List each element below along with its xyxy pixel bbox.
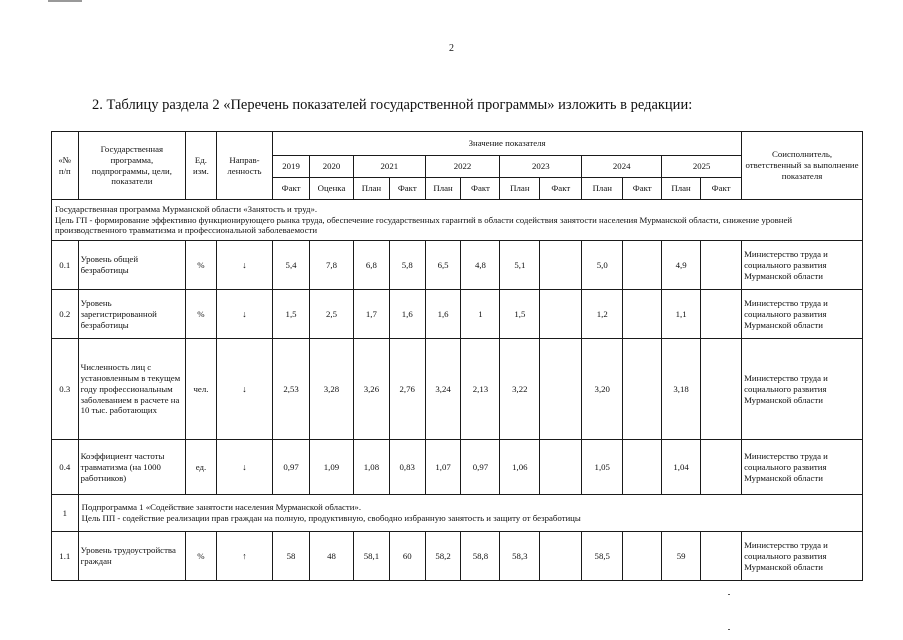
- value-cell: 60: [389, 532, 425, 581]
- indicator-row: [52, 241, 863, 290]
- value-cell: 2,76: [389, 339, 425, 440]
- value-cell: 1,05: [582, 440, 623, 495]
- row-num: 0.1: [52, 241, 79, 290]
- page-number: 2: [449, 43, 454, 54]
- value-cell: [701, 339, 742, 440]
- executor-cell: Министерство труда и социального развития Мурманской области: [742, 339, 863, 440]
- value-cell: [540, 339, 582, 440]
- unit-cell: чел.: [186, 339, 217, 440]
- value-cell: 58,3: [500, 532, 540, 581]
- subcol-header: Факт: [389, 178, 425, 200]
- value-cell: [540, 532, 582, 581]
- program-description: [52, 200, 863, 241]
- header-name: Государственная программа, подпрограммы, цели, показатели: [78, 132, 186, 200]
- arrow-down-icon: ↓: [216, 241, 272, 290]
- row-num: 1.1: [52, 532, 79, 581]
- unit-cell: %: [186, 290, 217, 339]
- value-cell: [540, 290, 582, 339]
- subcol-header: Факт: [461, 178, 500, 200]
- value-cell: 5,0: [582, 241, 623, 290]
- arrow-down-icon: ↓: [216, 290, 272, 339]
- value-cell: [623, 290, 662, 339]
- value-cell: [623, 339, 662, 440]
- value-cell: 58,8: [461, 532, 500, 581]
- value-cell: 5,1: [500, 241, 540, 290]
- value-cell: 58,5: [582, 532, 623, 581]
- subcol-header: Факт: [273, 178, 310, 200]
- subprogram-description: [78, 495, 862, 532]
- executor-cell: Министерство труда и социального развития Мурманской области: [742, 290, 863, 339]
- header-value-group: Значение показателя: [273, 132, 742, 156]
- scan-mark: [48, 0, 82, 2]
- value-cell: 3,22: [500, 339, 540, 440]
- subcol-header: План: [354, 178, 390, 200]
- unit-cell: %: [186, 241, 217, 290]
- subcol-header: Факт: [701, 178, 742, 200]
- value-cell: [623, 440, 662, 495]
- value-cell: 1,1: [662, 290, 701, 339]
- subprogram-line: Цель ПП - содействие реализации прав граждан на полную, продуктивную, свободно избранную занятость и защиту от безработицы: [81, 513, 581, 524]
- header-unit: Ед. изм.: [186, 132, 217, 200]
- value-cell: 3,24: [425, 339, 461, 440]
- value-cell: 3,28: [309, 339, 353, 440]
- value-cell: 0,83: [389, 440, 425, 495]
- value-cell: 1,7: [354, 290, 390, 339]
- value-cell: 58: [273, 532, 310, 581]
- subcol-header: Оценка: [309, 178, 353, 200]
- arrow-down-icon: ↓: [216, 339, 272, 440]
- value-cell: 1,07: [425, 440, 461, 495]
- subprogram-row: [52, 495, 863, 532]
- value-cell: 1: [461, 290, 500, 339]
- value-cell: 58,2: [425, 532, 461, 581]
- value-cell: 1,5: [500, 290, 540, 339]
- value-cell: 6,8: [354, 241, 390, 290]
- value-cell: 1,08: [354, 440, 390, 495]
- row-num: 0.3: [52, 339, 79, 440]
- indicators-table: [51, 131, 863, 581]
- unit-cell: %: [186, 532, 217, 581]
- value-cell: 6,5: [425, 241, 461, 290]
- indicator-name: Коэффициент частоты травматизма (на 1000 работников): [78, 440, 186, 495]
- indicator-row: [52, 440, 863, 495]
- value-cell: 2,5: [309, 290, 353, 339]
- row-num: 0.4: [52, 440, 79, 495]
- arrow-up-icon: ↑: [216, 532, 272, 581]
- indicator-name: Численность лиц с установленным в текущем году профессиональным заболеванием в расчете на 10 тыс. работающих: [78, 339, 186, 440]
- value-cell: [701, 440, 742, 495]
- subcol-header: План: [582, 178, 623, 200]
- value-cell: 58,1: [354, 532, 390, 581]
- value-cell: 4,9: [662, 241, 701, 290]
- header-executor: Соисполнитель, ответственный за выполнение показателя: [742, 132, 863, 200]
- header-num: «№ п/п: [52, 132, 79, 200]
- year-header: 2023: [500, 156, 582, 178]
- indicator-name: Уровень общей безработицы: [78, 241, 186, 290]
- value-cell: 5,4: [273, 241, 310, 290]
- arrow-down-icon: ↓: [216, 440, 272, 495]
- value-cell: 1,6: [425, 290, 461, 339]
- indicator-row: [52, 532, 863, 581]
- value-cell: 1,6: [389, 290, 425, 339]
- value-cell: [540, 440, 582, 495]
- year-header: 2020: [309, 156, 353, 178]
- value-cell: [623, 241, 662, 290]
- value-cell: 1,06: [500, 440, 540, 495]
- value-cell: 0,97: [273, 440, 310, 495]
- unit-cell: ед.: [186, 440, 217, 495]
- indicator-name: Уровень трудоустройства граждан: [78, 532, 186, 581]
- value-cell: 1,04: [662, 440, 701, 495]
- value-cell: 3,20: [582, 339, 623, 440]
- program-line: Государственная программа Мурманской области «Занятость и труд».: [55, 204, 318, 214]
- value-cell: 1,09: [309, 440, 353, 495]
- indicator-row: [52, 290, 863, 339]
- value-cell: 48: [309, 532, 353, 581]
- value-cell: [623, 532, 662, 581]
- executor-cell: Министерство труда и социального развития Мурманской области: [742, 440, 863, 495]
- value-cell: [540, 241, 582, 290]
- value-cell: [701, 241, 742, 290]
- subcol-header: Факт: [540, 178, 582, 200]
- row-num: 0.2: [52, 290, 79, 339]
- subcol-header: План: [500, 178, 540, 200]
- scan-speck: [728, 629, 730, 630]
- value-cell: 0,97: [461, 440, 500, 495]
- value-cell: 3,18: [662, 339, 701, 440]
- header-direction: Направ-ленность: [216, 132, 272, 200]
- value-cell: [701, 290, 742, 339]
- value-cell: 4,8: [461, 241, 500, 290]
- value-cell: 1,5: [273, 290, 310, 339]
- value-cell: 2,53: [273, 339, 310, 440]
- value-cell: 7,8: [309, 241, 353, 290]
- document-heading: 2. Таблицу раздела 2 «Перечень показателей государственной программы» изложить в редакции:: [92, 97, 693, 113]
- year-header: 2021: [354, 156, 426, 178]
- value-cell: 59: [662, 532, 701, 581]
- subcol-header: План: [662, 178, 701, 200]
- subcol-header: План: [425, 178, 461, 200]
- subcol-header: Факт: [623, 178, 662, 200]
- indicator-row: [52, 339, 863, 440]
- executor-cell: Министерство труда и социального развития Мурманской области: [742, 241, 863, 290]
- scan-speck: [728, 594, 730, 595]
- year-header: 2022: [425, 156, 500, 178]
- subprogram-line: Подпрограмма 1 «Содействие занятости населения Мурманской области».: [81, 502, 362, 513]
- year-header: 2024: [582, 156, 662, 178]
- year-header: 2019: [273, 156, 310, 178]
- program-line: Цель ГП - формирование эффективно функционирующего рынка труда, обеспечение государственных гарантий в области содействия занятости населения Мурманской области, снижение уровней производственного травматизма и профессиональной заболеваемости: [55, 214, 793, 236]
- value-cell: 5,8: [389, 241, 425, 290]
- year-header: 2025: [662, 156, 742, 178]
- value-cell: 3,26: [354, 339, 390, 440]
- indicator-name: Уровень зарегистрированной безработицы: [78, 290, 186, 339]
- executor-cell: Министерство труда и социального развития Мурманской области: [742, 532, 863, 581]
- value-cell: 1,2: [582, 290, 623, 339]
- subprogram-num: 1: [52, 495, 79, 532]
- value-cell: [701, 532, 742, 581]
- value-cell: 2,13: [461, 339, 500, 440]
